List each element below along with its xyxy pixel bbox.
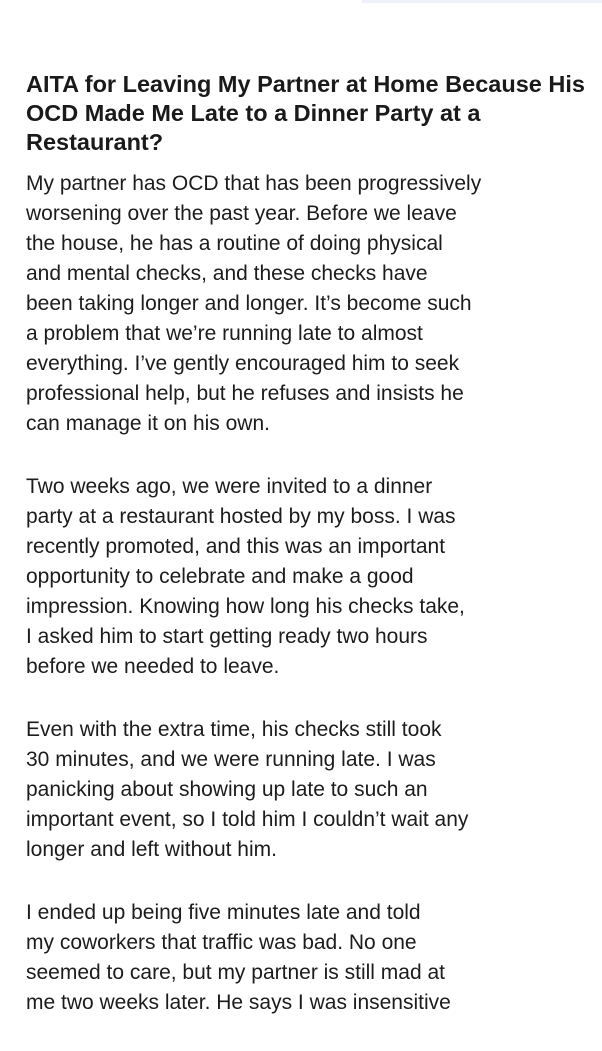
post-paragraph-4: I ended up being five minutes late and told my coworkers that traffic was bad. No one seemed to care, but my partner is still mad at me two weeks later. He says I was insensitive (26, 901, 451, 1014)
top-strip-accent (362, 0, 602, 3)
post-paragraph-1: My partner has OCD that has been progressively worsening over the past year. Before we leave the house, he has a routine of doing physical and mental checks, and these checks have been taking longer and longer. It’s become such a problem that we’re running late to almost everything. I’ve gently encouraged him to seek professional help, but he refuses and insists he can manage it on his own. (26, 172, 482, 435)
top-strip (0, 0, 602, 4)
post-content (26, 70, 586, 1051)
post-paragraph-3: Even with the extra time, his checks still took 30 minutes, and we were running late. I was panicking about showing up late to such an important event, so I told him I couldn’t wait any longer and left without him. (26, 718, 469, 861)
post-body (26, 169, 586, 1018)
post-paragraph-2: Two weeks ago, we were invited to a dinner party at a restaurant hosted by my boss. I was recently promoted, and this was an important opportunity to celebrate and make a good impression. Knowing how long his checks take, I asked him to start getting ready two hours before we needed to leave. (26, 475, 465, 678)
post-title: AITA for Leaving My Partner at Home Because His OCD Made Me Late to a Dinner Party at a Restaurant? (26, 71, 585, 155)
